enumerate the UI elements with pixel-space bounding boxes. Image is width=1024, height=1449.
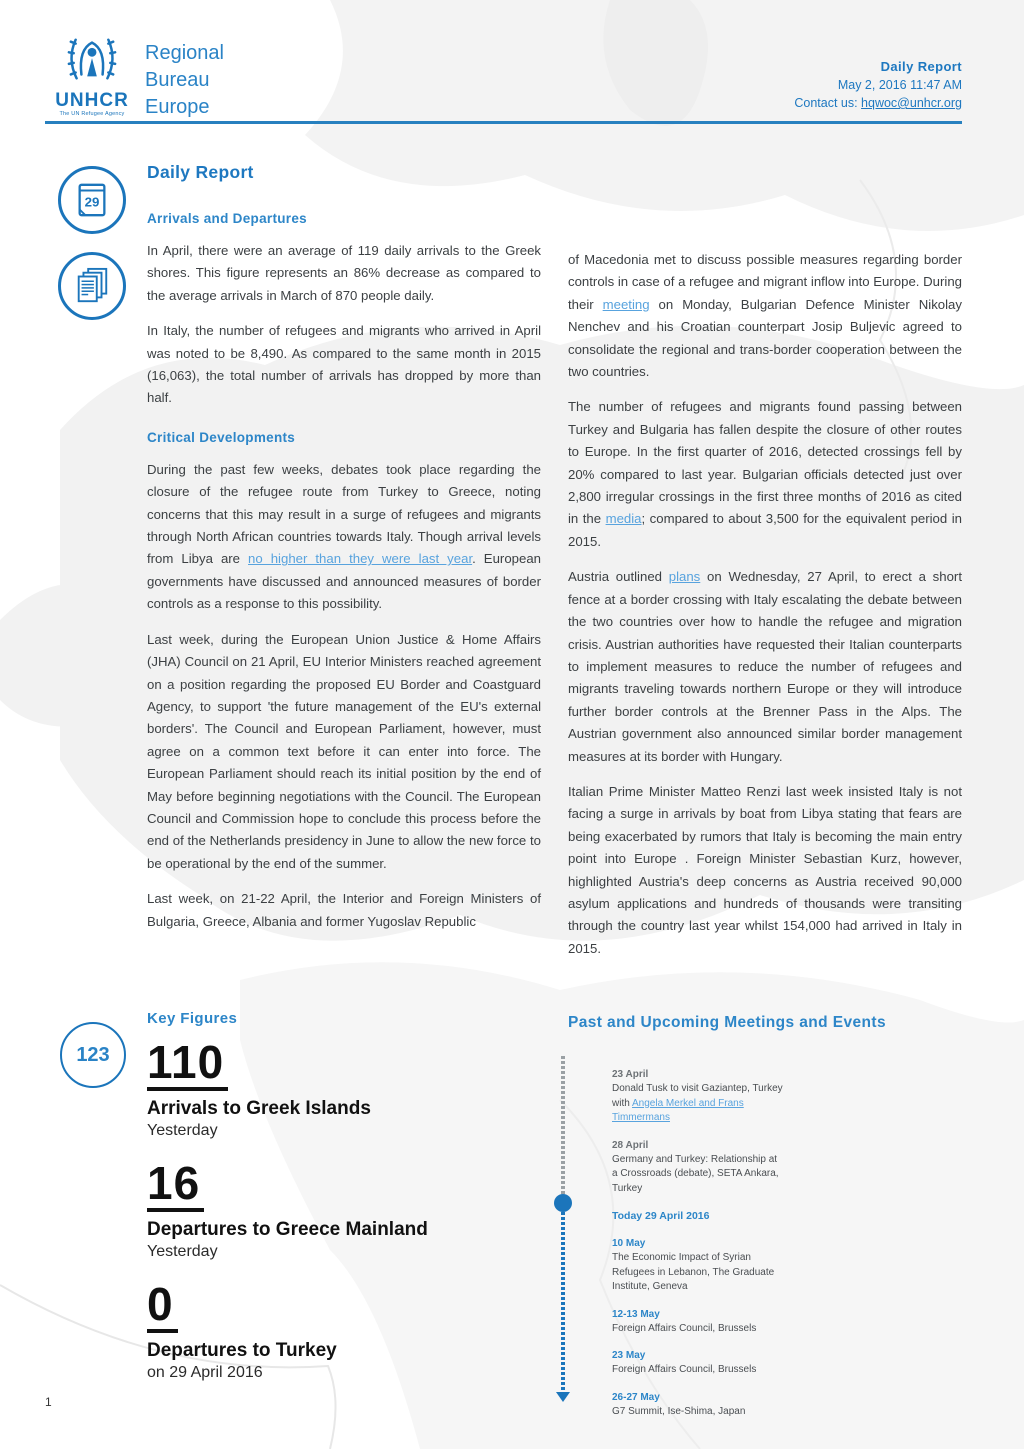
logo-tagline: The UN Refugee Agency: [59, 111, 125, 117]
inline-link[interactable]: no higher than they were last year: [248, 551, 473, 567]
text-run: . European governments have discussed and announced measures of border controls as a response to this possibility.: [147, 551, 541, 612]
text-run: Foreign Affairs Council, Brussels: [612, 1322, 757, 1334]
key-figure-period: Yesterday: [147, 1121, 218, 1139]
text-run: Last week, during the European Union Justice & Home Affairs (JHA) Council on 21 April, EU Interior Ministers reached agreement on a position regarding the proposed EU Border and Coastguard Agency, to support 'the future management of the EU's external borders'. The Council and European Parliament, however, must agree on a common text before it can enter into force. The European Parliament should reach its initial position by the end of May before beginning negotiations with the Council. The European Council and Commission hope to conclude this process before the end of the Netherlands presidency in June to allow the new force to be operational by the end of the summer.: [147, 631, 541, 871]
bureau-line: Regional: [145, 42, 224, 64]
header-report-title: Daily Report: [880, 59, 962, 74]
header-date: May 2, 2016 11:47 AM: [837, 78, 962, 92]
unhcr-logo: [52, 34, 132, 118]
event-date: 12-13 May: [612, 1308, 660, 1320]
text-run: Italian Prime Minister Matteo Renzi last week insisted Italy is not facing a surge in arrivals by boat from Libya stating that fears are being exacerbated by rumors that Italy is becoming the main entry point into Europe . Foreign Minister Sebastian Kurz, however, highlighted Austria's deep concerns as Austria received 90,000 asylum applications and hundreds of thousands were transiting through the country last year whilst 154,000 had arrived in Italy in 2015.: [568, 783, 962, 956]
event-description: [612, 1082, 784, 1126]
event-date: 28 April: [612, 1139, 649, 1151]
timeline-line-past: [561, 1056, 565, 1202]
header-divider: [45, 121, 962, 124]
bureau-line: Europe: [145, 96, 210, 118]
timeline-event: [612, 1209, 784, 1223]
bureau-line: Bureau: [145, 69, 210, 91]
text-run: Last week, on 21-22 April, the Interior and Foreign Ministers of Bulgaria, Greece, Albania and former Yugoslav Republic: [147, 891, 541, 929]
text-run: G7 Summit, Ise-Shima, Japan: [612, 1405, 746, 1417]
paragraph: [147, 459, 541, 616]
key-figures-heading: Key Figures: [147, 1010, 238, 1027]
left-column: [147, 211, 541, 933]
unhcr-emblem-icon: [63, 34, 121, 86]
section-heading: Critical Developments: [147, 429, 296, 445]
timeline-event: [612, 1139, 784, 1197]
contact-email-link[interactable]: hqwoc@unhcr.org: [861, 96, 962, 110]
timeline-event: [612, 1349, 784, 1378]
event-date: 23 May: [612, 1350, 646, 1361]
contact-label: Contact us:: [794, 96, 862, 110]
paragraph: [147, 320, 541, 410]
event-date: 10 May: [612, 1238, 646, 1249]
right-column: [568, 249, 962, 973]
timeline-event: [612, 1308, 784, 1337]
text-run: Donald Tusk to visit Gaziantep, Turkey with: [612, 1083, 783, 1109]
key-figures-section: [147, 1010, 557, 1402]
text-run: on Monday, Bulgarian Defence Minister Nikolay Nenchev and his Croatian counterpart Josip Buljevic agreed to consolidate the regional and trans-border cooperation between the two countries.: [568, 296, 962, 380]
text-run: During the past few weeks, debates took place regarding the closure of the refugee route from Turkey to Greece, noting concerns that this may result in a surge of refugees and migrants through North African countries towards Italy. Though arrival levels from Libya are: [147, 461, 541, 567]
event-date: Today 29 April 2016: [612, 1210, 710, 1222]
events-timeline: [558, 1056, 568, 1408]
event-description: [612, 1405, 784, 1420]
event-description: [612, 1322, 784, 1337]
key-figures-list: [147, 1036, 557, 1383]
key-figure-period: Yesterday: [147, 1242, 218, 1260]
inline-link[interactable]: meeting: [602, 296, 650, 312]
paragraph: [568, 249, 962, 383]
text-run: ; compared to about 3,500 for the equivalent period in 2015.: [568, 511, 962, 549]
events-list: [612, 1068, 784, 1432]
text-run: Foreign Affairs Council, Brussels: [612, 1364, 757, 1375]
text-run: The Economic Impact of Syrian Refugees in Lebanon, The Graduate Institute, Geneva: [612, 1252, 775, 1292]
bureau-name: [145, 40, 224, 121]
calendar-icon: [58, 166, 126, 234]
timeline-event: [612, 1391, 784, 1420]
timeline-event: [612, 1068, 784, 1126]
text-run: on Wednesday, 27 April, to erect a short fence at a border crossing with Italy escalating the debate between the two countries over how to handle the refugee and migration crisis. Austrian authorities have requested their Italian counterparts to implement measures to reduce the number of refugees and migrants traveling towards northern Europe or they will introduce further border controls at the Brenner Pass in the Alps. The Austrian government also announced similar border management measures at its border with Hungary.: [568, 569, 962, 764]
text-run: Austria outlined: [568, 569, 669, 585]
page-title: Daily Report: [147, 162, 254, 182]
paragraph: [568, 566, 962, 768]
page-number: 1: [45, 1395, 52, 1409]
paragraph: [147, 888, 541, 933]
paragraph: [147, 629, 541, 875]
text-run: In April, there were an average of 119 daily arrivals to the Greek shores. This figure represents an 86% decrease as compared to the average arrivals in March of 870 people daily.: [147, 243, 541, 303]
text-run: In Italy, the number of refugees and migrants who arrived in April was noted to be 8,490. As compared to the same month in 2015 (16,063), the total number of arrivals has dropped by more than half.: [147, 323, 541, 406]
inline-link[interactable]: plans: [668, 569, 701, 585]
key-figure-value: 16: [147, 1160, 204, 1212]
key-figure-value: 0: [147, 1281, 178, 1333]
key-figure: [147, 1156, 557, 1262]
key-figure: [147, 1036, 557, 1141]
paragraph: [568, 396, 962, 553]
event-description: [612, 1363, 784, 1378]
report-left-column-wrap: [147, 162, 541, 946]
documents-icon: [58, 252, 126, 320]
text-run: of Macedonia met to discuss possible measures regarding border controls in case of a refugee and migrant inflow into Europe. During their: [568, 252, 962, 312]
logo-org-name: UNHCR: [55, 90, 129, 111]
event-date: 26-27 May: [612, 1391, 660, 1403]
header-contact: [794, 94, 962, 112]
header-meta: [794, 58, 962, 112]
event-date: 23 April: [612, 1069, 649, 1080]
key-figure-label: Departures to Greece Mainland: [147, 1218, 428, 1240]
meetings-heading: Past and Upcoming Meetings and Events: [568, 1014, 886, 1031]
calendar-day-number: 29: [84, 194, 100, 210]
text-run: The number of refugees and migrants found passing between Turkey and Bulgaria has fallen despite the closure of other routes to Europe. In the first quarter of 2016, detected crossings fell by 20% compared to last year. Bulgarian officials detected just over 2,800 irregular crossings in the first three months of 2016 as cited in the: [568, 399, 962, 527]
key-figure-period: on 29 April 2016: [147, 1363, 263, 1381]
event-description: [612, 1153, 784, 1197]
timeline-event: [612, 1237, 784, 1295]
text-run: Germany and Turkey: Relationship at a Crossroads (debate), SETA Ankara, Turkey: [612, 1153, 779, 1194]
event-description: [612, 1251, 784, 1295]
key-figure: [147, 1277, 557, 1383]
paragraph: [147, 240, 541, 307]
timeline-arrow-icon: [556, 1392, 570, 1402]
key-figure-value: 110: [147, 1039, 228, 1091]
section-heading: Arrivals and Departures: [147, 211, 307, 226]
timeline-line-future: [561, 1202, 565, 1392]
badge-number: 123: [76, 1043, 110, 1066]
inline-link[interactable]: media: [605, 511, 642, 527]
key-figure-label: Arrivals to Greek Islands: [147, 1097, 371, 1119]
key-figure-label: Departures to Turkey: [147, 1339, 337, 1361]
paragraph: [568, 781, 962, 960]
inline-link[interactable]: Angela Merkel and Frans Timmermans: [612, 1097, 744, 1123]
key-figures-badge: [60, 1022, 126, 1088]
